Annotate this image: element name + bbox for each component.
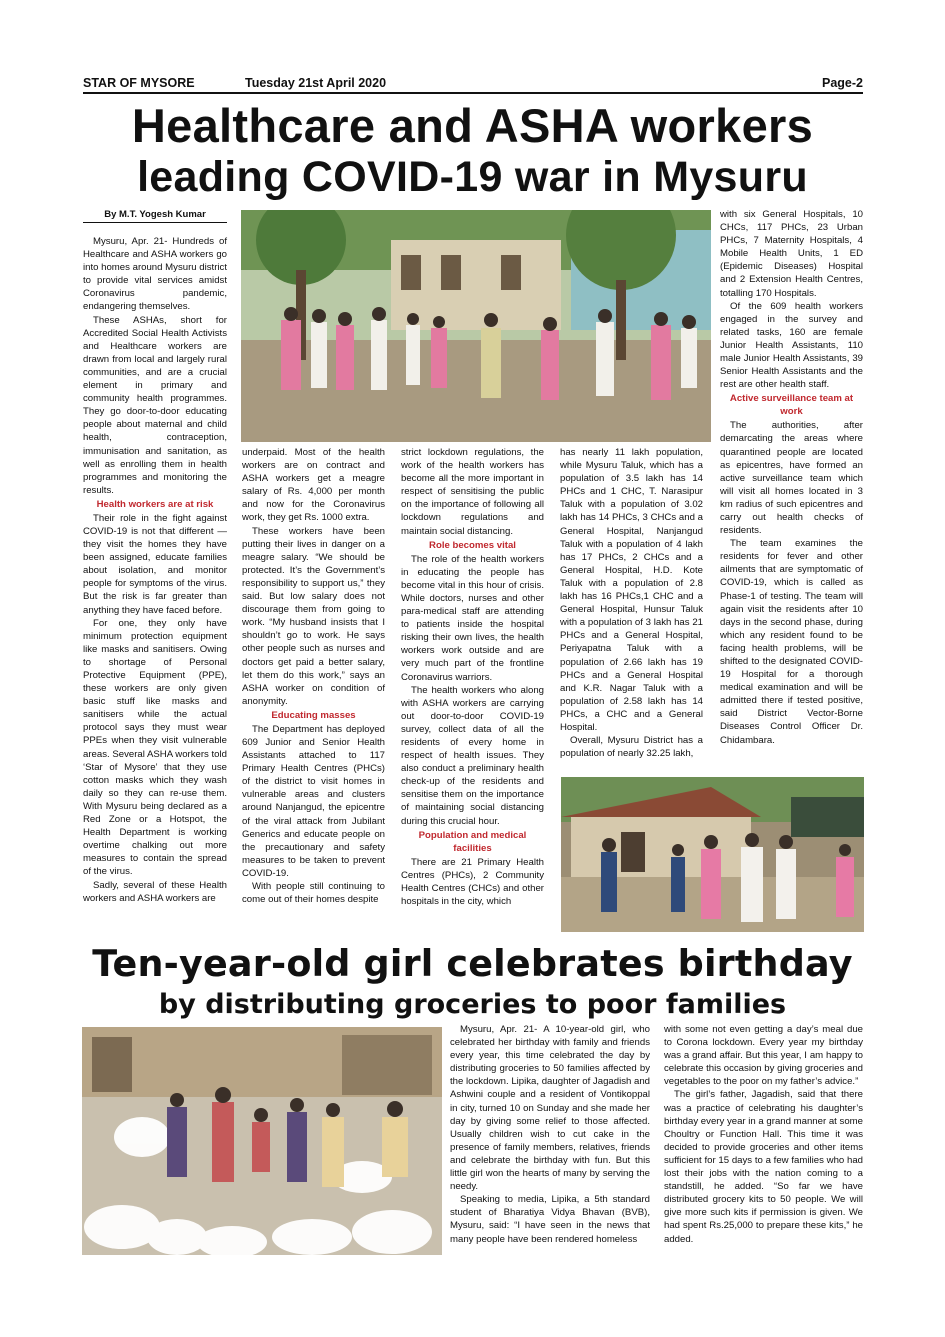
paragraph: Overall, Mysuru District has a population of nearly 32.25 lakh, <box>560 735 703 760</box>
story2-headline <box>60 941 885 1023</box>
story2-headline-line2: by distributing groceries to poor families <box>158 989 787 1020</box>
birthday-groceries-photo <box>82 1027 442 1255</box>
paragraph: These ASHAs, short for Accredited Social Health Activists and Healthcare workers are drawn from local and largely rural communities, and are a crucial element in primary and community health programmes. They go door-to-door educating people about maternal and child health, contraception, immunisation and sanitation, as well as enrolling them in health programmes and monitoring the results. <box>83 314 227 496</box>
story1-headline-line1: Healthcare and ASHA workers <box>131 99 814 152</box>
story1-column-1 <box>83 235 227 905</box>
story2-column-1 <box>450 1023 650 1246</box>
paragraph: Sadly, several of these Health workers and ASHA workers are <box>83 879 227 904</box>
paragraph: Of the 609 health workers engaged in the survey and related tasks, 160 are female Junior Health Assistants, 110 male Junior Health Assistants, 39 Senior Health Assistants and the rest are other health staff. <box>720 300 863 391</box>
paragraph: Speaking to media, Lipika, a 5th standard student of Bharatiya Vidya Bhavan (BVB), Mysuru, said: “I have seen in the news that many people have been rendered homeless <box>450 1194 650 1245</box>
survey-team-photo <box>561 777 864 932</box>
paragraph: With people still continuing to come out of their homes despite <box>242 881 385 906</box>
story1-column-4 <box>560 446 703 760</box>
paragraph: The authorities, after demarcating the areas where quarantined people are located as epicentres, have formed an active surveillance team which will visit all homes located in 3 km radius of such epicentres and carry out health checks of residents. <box>720 420 863 537</box>
subheading: Active surveillance team at work <box>729 393 854 418</box>
story1-column-3 <box>401 446 544 908</box>
paragraph: The role of the health workers in educating the people has become vital in this hour of crisis. While doctors, nurses and other para-medical staff are attending to patients inside the hospital risking their own lives, the health workers work outside and are very much part of the frontline Coronavirus warriors. <box>401 553 544 683</box>
story1-headline-line2: leading COVID-19 war in Mysuru <box>137 153 808 201</box>
paragraph: strict lockdown regulations, the work of the health workers has become all the more important in respect of sensitising the public on the importance of following all lockdown regulations and maintain social distancing. <box>401 447 544 537</box>
health-workers-photo <box>241 210 711 442</box>
story2-headline-line1: Ten-year-old girl celebrates birthday <box>92 942 853 985</box>
subheading: Educating masses <box>271 709 356 721</box>
subheading: Health workers are at risk <box>96 498 214 510</box>
paragraph: Mysuru, Apr. 21- A 10-year-old girl, who celebrated her birthday with family and friends every year, this time celebrated the day by distributing groceries to 50 families affected by the lockdown. Lipika, daughter of Jagadish and Ashwini couple and a resident of Vontikoppal in city, turned 10 on Sunday and she made her day by giving some relief to those affected. Usually children wish to cut cake in the presence of family members, relatives, friends and celebrate the birthday with fun. But this little girl won the hearts of many by serving the needy. <box>450 1024 651 1193</box>
paragraph: with some not even getting a day’s meal due to Corona lockdown. Every year my birthday was a grand affair. But this year, I am happy to celebrate this occasion by giving groceries and vegetables to the poor on my father’s advice.” <box>664 1024 863 1088</box>
masthead <box>83 76 863 94</box>
subheading: Role becomes vital <box>429 539 516 551</box>
story1-column-5 <box>720 208 863 747</box>
subheading: Population and medical facilities <box>418 829 527 854</box>
story2-column-2 <box>664 1023 863 1246</box>
paragraph: The team examines the residents for fever and other ailments that are symptomatic of COVID-19, which is called as Phase-1 of testing. The team will again visit the residents after 10 days in the second phase, during which any resident found to be facing health problems, will be shifted to the designated COVID-19 Hospital for a thorough medical examination and will be admitted there if tested positive, said District Vector-Borne Diseases Control Officer Dr. Chidambara. <box>720 538 863 746</box>
paragraph: with six General Hospitals, 10 CHCs, 117 PHCs, 23 Urban PHCs, 7 Maternity Hospitals, 4 Mobile Health Units, 1 ED (Epidemic Diseases) Hospital and 2 Extension Health Centres, totalling 170 Hospitals. <box>720 209 863 299</box>
paragraph: There are 21 Primary Health Centres (PHCs), 2 Community Health Centres (CHCs) and other hospitals in the city, which <box>401 856 544 907</box>
story1-column-2 <box>242 446 385 906</box>
story1-headline <box>60 100 885 202</box>
paragraph: These workers have been putting their lives in danger on a meagre salary. “We should be protected. It’s the Government’s responsibility to support us,” they said. But low salary does not discourage them from going to work. “My husband insists that I shouldn’t go to work. He says other people such as nurses and doctors get paid a better salary, let them do this work,” says an ASHA worker on condition of anonymity. <box>242 525 385 707</box>
publication-name: STAR OF MYSORE <box>83 76 195 90</box>
paragraph: has nearly 11 lakh population, while Mysuru Taluk, which has a population of 3.5 lakh has 14 PHCs and 1 CHC, T. Narasipur Taluk with a population of 3.02 lakh has 14 PHCs, 3 CHCs and a General Hospital, Nanjangud Taluk with a population of 4 lakh has 17 PHCs, 2 CHCs and a General Hospital, H.D. Kote Taluk with a population of 2.8 lakh has 16 PHCs,1 CHC and a General Hospital, Hunsur Taluk with a population of 3 lakh has 21 PHCs and a General Hospital, Periyapatna Taluk with a population of 2.66 lakh has 19 PHCs and a General Hospital and K.R. Nagar Taluk with a population of 2.58 lakh has 14 PHCs, a CHC and a General Hospital. <box>560 447 703 733</box>
paragraph: The Department has deployed 609 Junior and Senior Health Assistants attached to 117 Primary Health Centres (PHCs) of the district to visit homes in vulnerable areas and clusters around Nanjangud, the epicentre of the viral attack from Jubilant Generics and educate people on the precautionary and safety measures to be taken to prevent COVID-19. <box>242 723 385 879</box>
paragraph: underpaid. Most of the health workers are on contract and ASHA workers get a meagre salary of Rs. 4,000 per month and now for the Coronavirus work, they get Rs. 1000 extra. <box>242 447 385 524</box>
paragraph: Their role in the fight against COVID-19 is not that different — they visit the homes they have been assigned, educate families about isolation, and monitor people for symptoms of the virus. But the risk is far greater than anything they have faced before. <box>83 512 227 616</box>
paragraph: The health workers who along with ASHA workers are carrying out door-to-door COVID-19 survey, collect data of all the residents of every home in respect of health issues. They also conduct a preliminary health check-up of the residents and sensitise them on the importance of maintaining social distancing during this crucial hour. <box>401 684 544 827</box>
paragraph: For one, they only have minimum protection equipment like masks and sanitisers. Owing to shortage of Personal Protective Equipment (PPE), these workers are only given basic stuff like masks and sanitisers while the actual protocol says they must wear PPEs when they visit vulnerable areas. Several ASHA workers told ‘Star of Mysore’ that they use cotton masks which they wash daily so they can re-use them. With Mysuru being declared as a Red Zone or a Hotspot, the Health Department is working overtime chalking out more measures to contain the spread of the virus. <box>83 617 227 878</box>
paragraph: The girl’s father, Jagadish, said that there was a practice of celebrating his daughter’s birthday every year in a grand manner at some Choultry or Function Hall. This time it was decided to provide groceries and other items sufficient for 15 days to a few families who had lost their jobs with the nation coming to a standstill, he added. “So far we have distributed grocery kits to 50 people. We will give more such kits if permission is given. We had spent Rs.25,000 to prepare these kits,” he added. <box>664 1089 863 1245</box>
issue-date: Tuesday 21st April 2020 <box>245 76 387 90</box>
byline: By M.T. Yogesh Kumar <box>83 209 227 223</box>
page-number: Page-2 <box>822 76 863 90</box>
paragraph: Mysuru, Apr. 21- Hundreds of Healthcare and ASHA workers go into homes around Mysuru district to provide vital services amidst Coronavirus pandemic, endangering themselves. <box>83 236 227 313</box>
